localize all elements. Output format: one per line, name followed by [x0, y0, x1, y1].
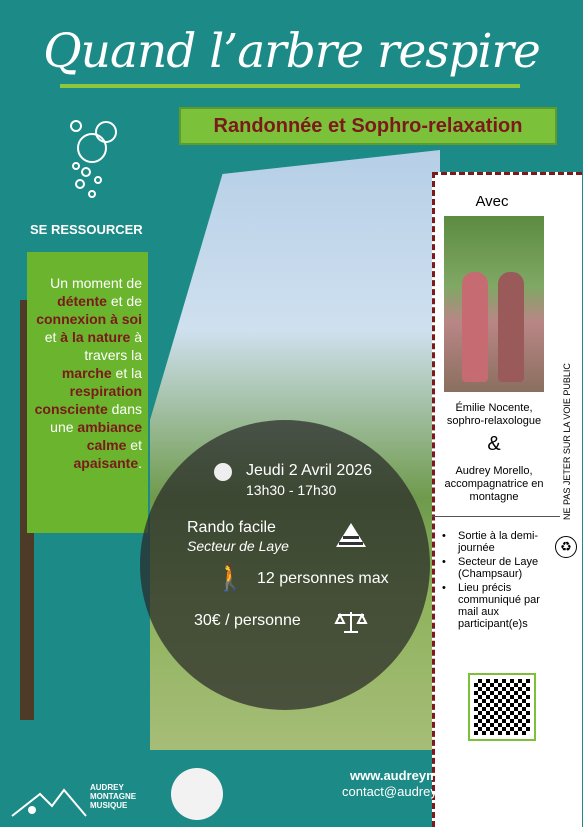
website-link[interactable]: www.audreymontagnemusique.com	[349, 768, 572, 783]
description-text	[33, 274, 142, 472]
description-segment: .	[138, 455, 142, 471]
event-capacity: 12 personnes max	[257, 570, 389, 587]
guides-photo	[444, 216, 544, 392]
calendar-dot-icon	[214, 463, 232, 481]
description-emphasis: détente	[57, 293, 107, 309]
qr-pattern	[474, 679, 530, 735]
scale-icon	[334, 609, 368, 635]
vertical-note: NE PAS JETER SUR LA VOIE PUBLIC	[562, 363, 572, 520]
description-segment: Un moment de	[50, 275, 142, 291]
description-emphasis: apaisante	[73, 455, 139, 471]
bubbles-icon	[62, 110, 120, 200]
event-price: 30€ / personne	[194, 612, 301, 629]
description-box	[27, 252, 148, 533]
title-underline	[60, 84, 520, 88]
list-item: • Sortie à la demi-journée	[440, 530, 556, 554]
description-segment: et de	[106, 293, 142, 309]
description-emphasis: à la nature	[60, 329, 131, 345]
with-label: Avec	[475, 193, 509, 210]
divider	[432, 516, 560, 517]
subtitle-banner	[179, 107, 557, 145]
event-sector: Secteur de Laye	[187, 538, 289, 554]
description-segment: et la	[111, 365, 142, 381]
event-level: Rando facile	[187, 519, 276, 536]
description-emphasis: respiration consciente	[34, 383, 142, 417]
guide-1-name: Émilie Nocente,	[455, 402, 533, 414]
description-segment: à travers la	[84, 329, 142, 363]
person-figure	[462, 272, 488, 382]
page-title: Quand l’arbre respire	[43, 24, 540, 79]
guide-1	[436, 402, 552, 428]
qr-code[interactable]	[468, 673, 536, 741]
list-item: • Lieu précis communiqué par mail aux participant(e)s	[440, 582, 556, 630]
tagline: SE RESSOURCER	[30, 222, 143, 237]
logo-label: AUDREY MONTAGNE MUSIQUE	[90, 783, 137, 810]
logo-text	[90, 783, 140, 810]
mountain-icon	[334, 521, 368, 549]
hiker-icon: 🚶	[214, 562, 247, 592]
guide-1-role: sophro-relaxologue	[446, 415, 542, 427]
guide-2-name: Audrey Morello,	[455, 465, 533, 477]
no-litter-icon: ♻	[555, 536, 577, 558]
ampersand: &	[487, 433, 501, 455]
guide-2	[436, 465, 552, 504]
infos-heading: Infos et réservations :	[447, 752, 572, 767]
subtitle-text: Randonnée et Sophro-relaxation	[213, 114, 523, 137]
description-emphasis: ambiance calme	[77, 419, 142, 453]
event-date: Jeudi 2 Avril 2026	[246, 462, 373, 479]
guide-2-role: accompagnatrice en montagne	[444, 478, 544, 503]
description-emphasis: connexion à soi	[36, 311, 142, 327]
description-segment: et	[126, 437, 142, 453]
description-segment: et	[44, 329, 61, 345]
details-list	[440, 530, 556, 632]
phone-number[interactable]: 06 28 36 69 77	[485, 801, 572, 816]
person-figure	[498, 272, 524, 382]
description-segment: dans une	[50, 401, 142, 435]
partner-logo	[171, 768, 223, 820]
list-item: • Secteur de Laye (Champsaur)	[440, 556, 556, 580]
event-hours: 13h30 - 17h30	[246, 482, 337, 498]
description-emphasis: marche	[61, 365, 112, 381]
email-link[interactable]: contact@audreymontagnemusique.com	[342, 784, 572, 799]
